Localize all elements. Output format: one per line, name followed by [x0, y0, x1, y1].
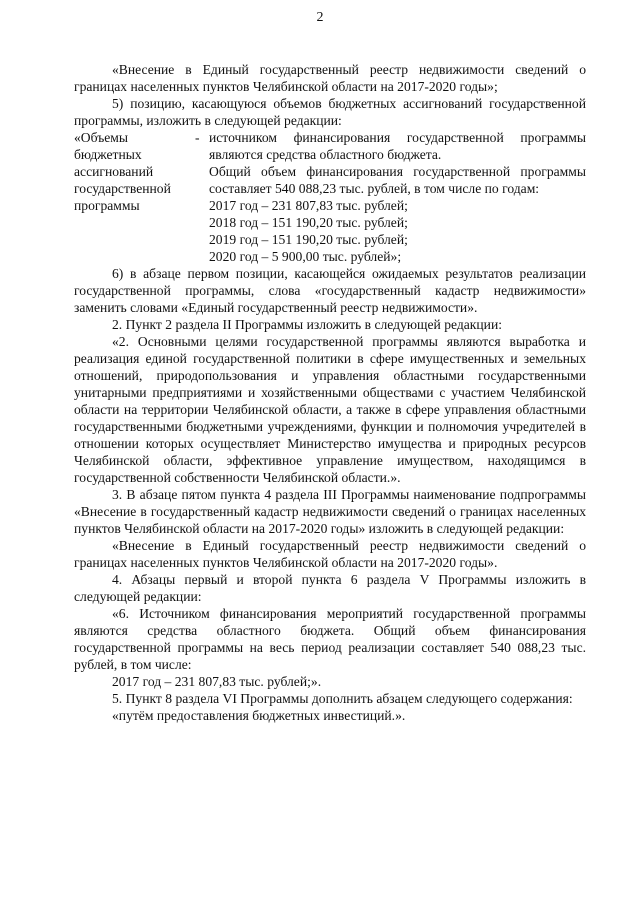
paragraph-15: «путём предоставления бюджетных инвестиций.».	[112, 708, 406, 723]
budget-table-row	[74, 129, 586, 265]
budget-table-value	[209, 129, 586, 265]
paragraph-9: 3. В абзаце пятом пункта 4 раздела III Программы наименование подпрограммы «Внесение в государственный кадастр недвижимости сведений о границах населенных пунктов Челябинской области на 2017-2020 годы» изложить в следующей редакции:	[74, 487, 586, 536]
budget-table-label: «Объемы бюджетных ассигнований государственной программы	[74, 130, 171, 213]
paragraph-14: 5. Пункт 8 раздела VI Программы дополнить абзацем следующего содержания:	[112, 691, 573, 706]
paragraph-2: 5) позицию, касающуюся объемов бюджетных ассигнований государственной программы, изложить в следующей редакции:	[74, 96, 586, 128]
budget-years-list	[209, 197, 586, 265]
paragraph-10: «Внесение в Единый государственный реестр недвижимости сведений о границах населенных пунктов Челябинской области на 2017-2020 годы».	[74, 538, 586, 570]
budget-source-text: источником финансирования государственной программы являются средства областного бюджета.	[209, 130, 586, 162]
paragraph-11: 4. Абзацы первый и второй пункта 6 раздела V Программы изложить в следующей редакции:	[74, 572, 586, 604]
budget-table-dash: -	[195, 130, 200, 145]
paragraph-12: «6. Источником финансирования мероприятий государственной программы являются средства областного бюджета. Общий объем финансирования государственной программы на весь период реализации составляет 540 088,23 тыс. рублей, в том числе:	[74, 606, 586, 672]
paragraph-7: 2. Пункт 2 раздела II Программы изложить в следующей редакции:	[112, 317, 502, 332]
document-body	[74, 61, 586, 724]
budget-year-2017: 2017 год – 231 807,83 тыс. рублей;	[209, 198, 408, 213]
budget-year-2019: 2019 год – 151 190,20 тыс. рублей;	[209, 232, 408, 247]
page-number: 2	[316, 10, 324, 25]
budget-total-text: Общий объем финансирования государственной программы составляет 540 088,23 тыс. рублей, в том числе по годам:	[209, 164, 586, 196]
budget-year-2018: 2018 год – 151 190,20 тыс. рублей;	[209, 215, 408, 230]
paragraph-13: 2017 год – 231 807,83 тыс. рублей;».	[112, 674, 322, 689]
paragraph-6: 6) в абзаце первом позиции, касающейся ожидаемых результатов реализации государственной программы, слова «государственный кадастр недвижимости» заменить словами «Единый государственный реестр недвижимости».	[74, 266, 586, 315]
paragraph-1: «Внесение в Единый государственный реестр недвижимости сведений о границах населенных пунктов Челябинской области на 2017-2020 годы»;	[74, 62, 586, 94]
paragraph-8: «2. Основными целями государственной программы являются выработка и реализация единой государственной политики в сфере имущественных и земельных отношений, природопользования и управления областными государственными унитарными предприятиями и хозяйственными обществами с участием Челябинской области на территории Челябинской области, а также в сфере управления областными государственными бюджетными учреждениями, функции и полномочия учредителей в отношении которых осуществляет Министерство имущества и природных ресурсов Челябинской области, эффективное управление имуществом, находящимся в государственной собственности Челябинской области.».	[74, 334, 586, 485]
budget-year-2020: 2020 год – 5 900,00 тыс. рублей»;	[209, 249, 402, 264]
